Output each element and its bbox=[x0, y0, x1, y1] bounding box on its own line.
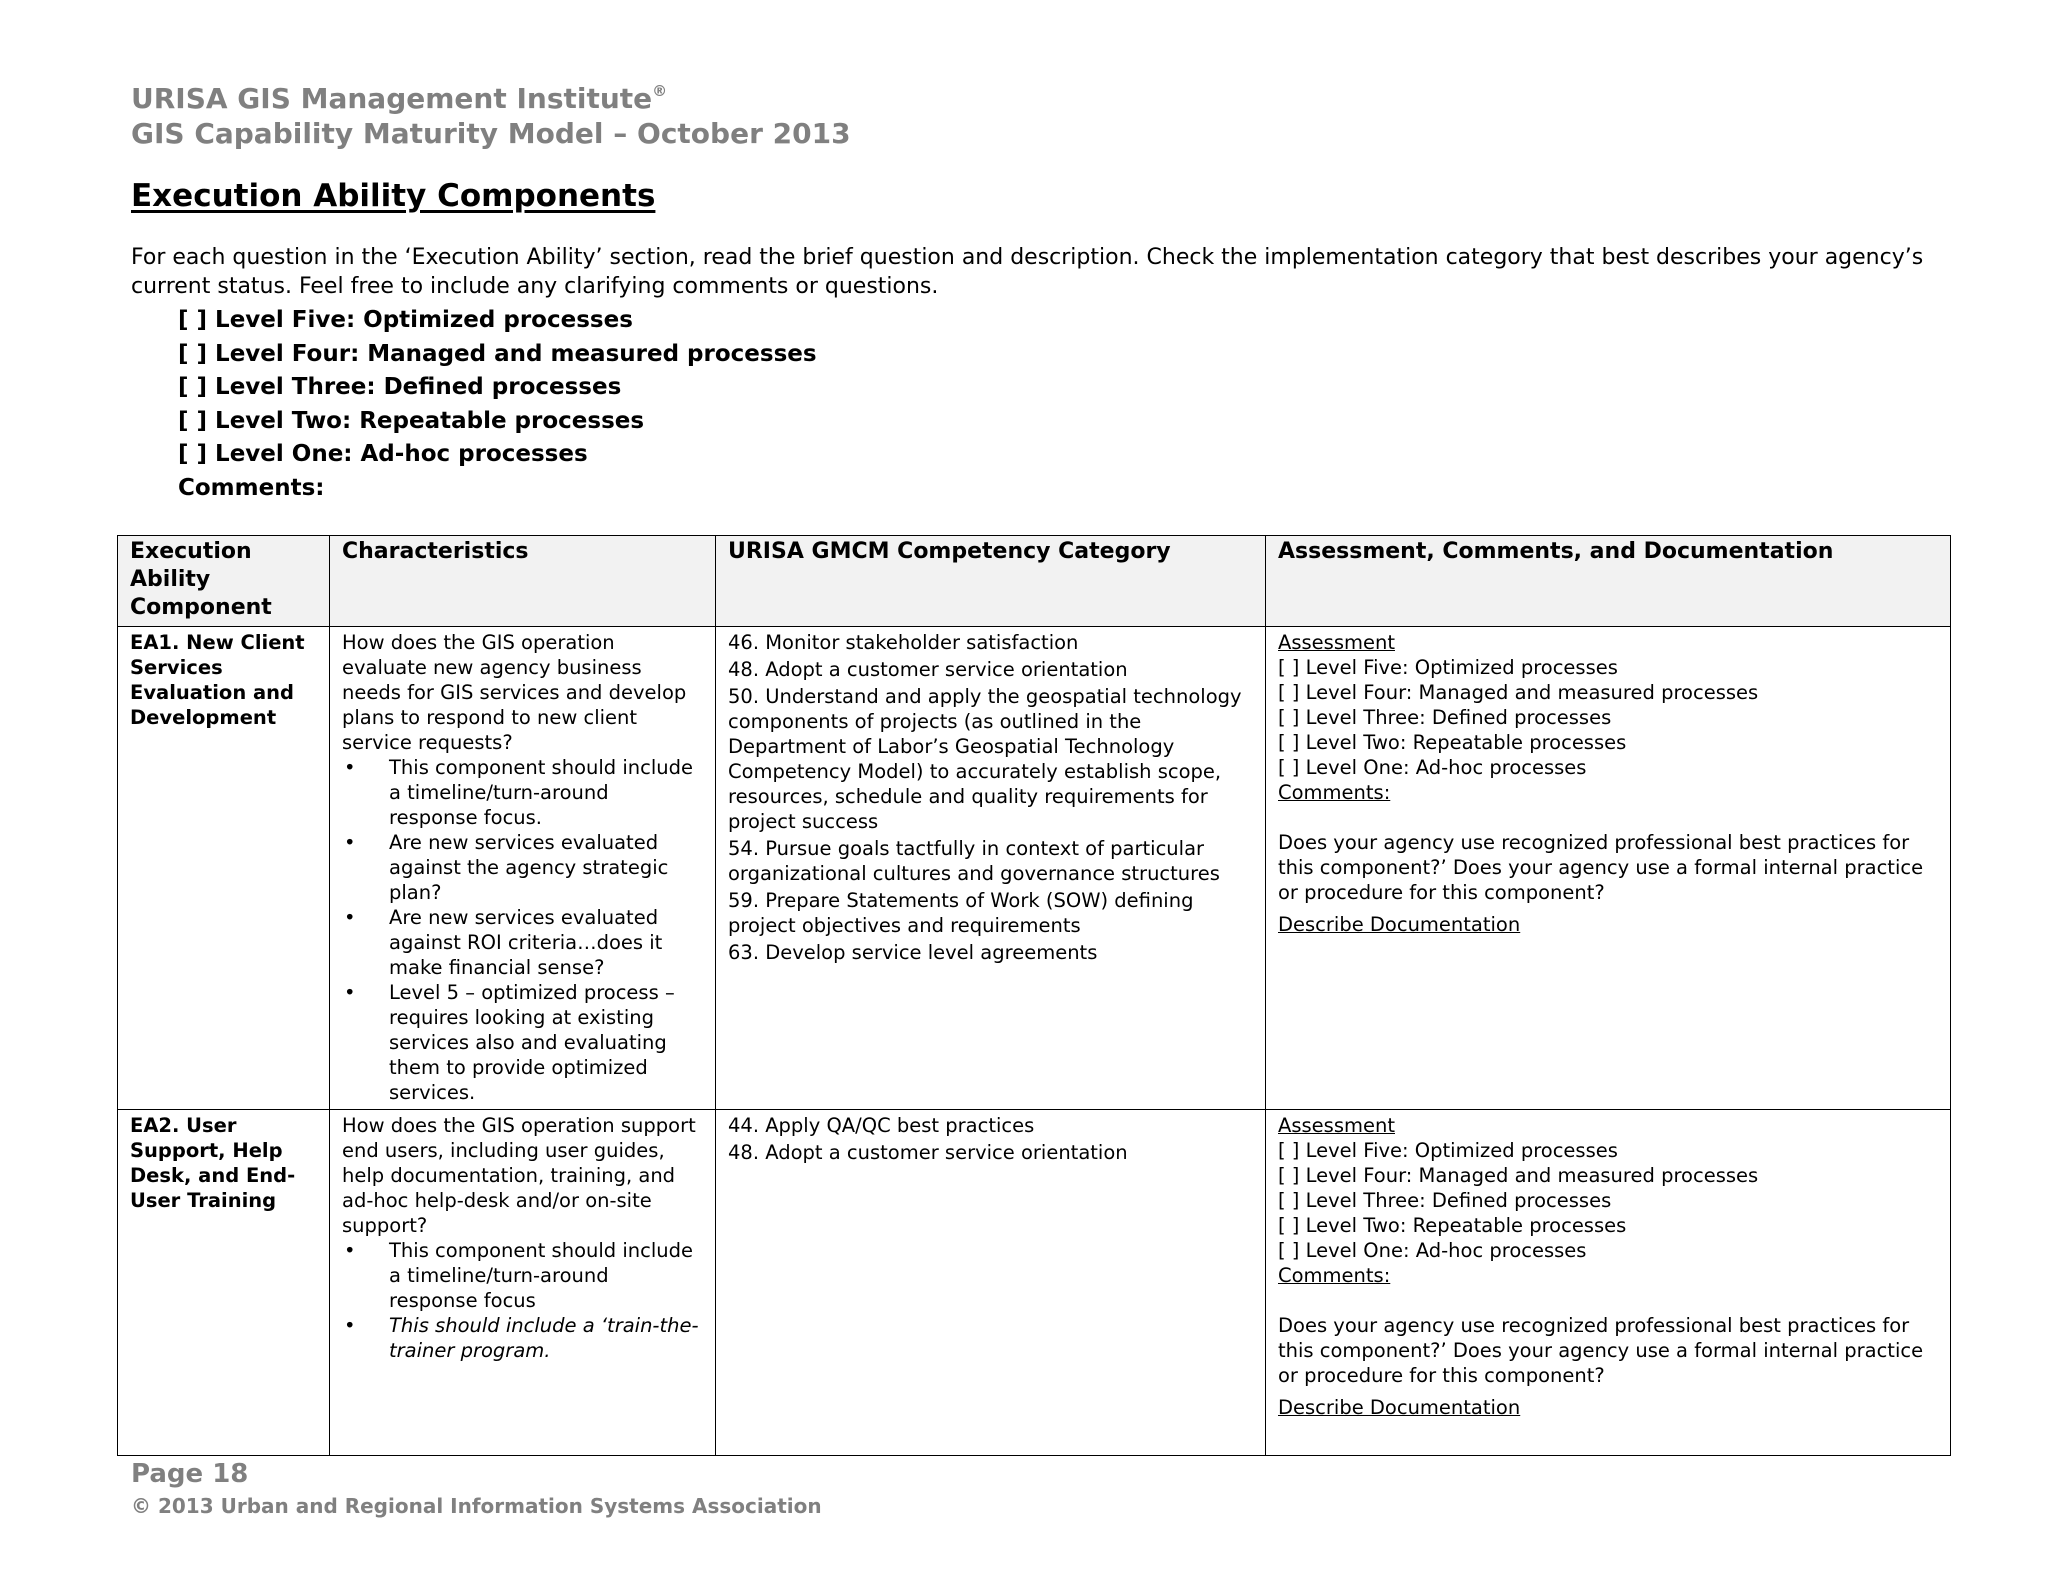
list-item: • This component should include a timeline/turn-around response focus. bbox=[342, 755, 703, 830]
assessment-level-five[interactable]: [ ] Level Five: Optimized processes bbox=[1278, 656, 1618, 679]
comments-label: Comments: bbox=[178, 474, 325, 501]
competency-item: 50. Understand and apply the geospatial technology components of projects (as outlined in the Department of Labor’s Geospatial Technology Competency Model) to accurately establish scope, resources, schedule and quality requirements for project success bbox=[728, 685, 1242, 833]
level-five-option[interactable]: [ ] Level Five: Optimized processes bbox=[178, 307, 633, 333]
assessment-level-five[interactable]: [ ] Level Five: Optimized processes bbox=[1278, 1139, 1618, 1162]
assessment-level-four[interactable]: [ ] Level Four: Managed and measured processes bbox=[1278, 681, 1759, 704]
describe-documentation-link[interactable]: Describe Documentation bbox=[1278, 913, 1521, 936]
assessment-cell bbox=[1266, 1110, 1951, 1456]
table-header-row bbox=[118, 536, 1951, 627]
level-two-option[interactable]: [ ] Level Two: Repeatable processes bbox=[178, 407, 645, 434]
assessment-comments-label: Comments: bbox=[1278, 781, 1391, 804]
list-item: • This component should include a timeline/turn-around response focus bbox=[342, 1238, 703, 1313]
copyright-notice: © 2013 Urban and Regional Information Systems Association bbox=[131, 1494, 822, 1518]
competency-item: 54. Pursue goals tactfully in context of particular organizational cultures and governance structures bbox=[728, 837, 1220, 885]
table-row bbox=[118, 1110, 1951, 1456]
document-header bbox=[131, 74, 851, 151]
level-one-option[interactable]: [ ] Level One: Ad-hoc processes bbox=[178, 441, 588, 467]
page-footer bbox=[131, 1458, 822, 1519]
assessment-cell bbox=[1266, 627, 1951, 1110]
assessment-label: Assessment bbox=[1278, 1114, 1395, 1137]
assessment-label: Assessment bbox=[1278, 631, 1395, 654]
describe-documentation-link[interactable]: Describe Documentation bbox=[1278, 1396, 1521, 1419]
characteristics-question: How does the GIS operation evaluate new agency business needs for GIS services and develop plans to respond to new client service requests? bbox=[342, 631, 687, 754]
characteristics-cell bbox=[330, 1110, 716, 1456]
header-component: Execution Ability Component bbox=[118, 536, 330, 627]
competency-cell bbox=[716, 1110, 1266, 1456]
header-competency: URISA GMCM Competency Category bbox=[716, 536, 1266, 627]
component-cell: EA1. New Client Services Evaluation and Development bbox=[118, 627, 330, 1110]
assessment-level-two[interactable]: [ ] Level Two: Repeatable processes bbox=[1278, 1214, 1627, 1237]
assessment-comments-label: Comments: bbox=[1278, 1264, 1391, 1287]
list-item: • Are new services evaluated against ROI criteria…does it make financial sense? bbox=[342, 905, 703, 980]
header-model-title: GIS Capability Maturity Model – October 2013 bbox=[131, 117, 851, 150]
characteristics-question: How does the GIS operation support end users, including user guides, help documentation, training, and ad-hoc help-desk and/or on-site support? bbox=[342, 1114, 696, 1237]
best-practices-question: Does your agency use recognized professional best practices for this component?’ Does your agency use a formal internal practice or procedure for this component? bbox=[1278, 1314, 1924, 1387]
level-four-option[interactable]: [ ] Level Four: Managed and measured processes bbox=[178, 340, 817, 367]
list-item: • Level 5 – optimized process – requires looking at existing services also and evaluating them to provide optimized services. bbox=[342, 980, 703, 1105]
list-item: • Are new services evaluated against the agency strategic plan? bbox=[342, 830, 703, 905]
header-characteristics: Characteristics bbox=[330, 536, 716, 627]
competency-item: 44. Apply QA/QC best practices bbox=[728, 1114, 1035, 1137]
assessment-level-three[interactable]: [ ] Level Three: Defined processes bbox=[1278, 1189, 1612, 1212]
table-row bbox=[118, 627, 1951, 1110]
assessment-level-three[interactable]: [ ] Level Three: Defined processes bbox=[1278, 706, 1612, 729]
header-assessment: Assessment, Comments, and Documentation bbox=[1266, 536, 1951, 627]
section-title: Execution Ability Components bbox=[131, 178, 656, 214]
assessment-level-one[interactable]: [ ] Level One: Ad-hoc processes bbox=[1278, 756, 1587, 779]
assessment-level-four[interactable]: [ ] Level Four: Managed and measured processes bbox=[1278, 1164, 1759, 1187]
competency-item: 63. Develop service level agreements bbox=[728, 941, 1098, 964]
characteristics-bullets bbox=[342, 1238, 703, 1363]
assessment-level-one[interactable]: [ ] Level One: Ad-hoc processes bbox=[1278, 1239, 1587, 1262]
competency-item: 48. Adopt a customer service orientation bbox=[728, 1141, 1128, 1164]
component-cell: EA2. User Support, Help Desk, and End-User Training bbox=[118, 1110, 330, 1456]
header-institute: URISA GIS Management Institute® bbox=[131, 82, 668, 115]
characteristics-bullets bbox=[342, 755, 703, 1105]
execution-ability-table bbox=[117, 535, 1951, 1456]
maturity-levels-list bbox=[178, 304, 817, 505]
registered-mark: ® bbox=[652, 82, 668, 100]
assessment-level-two[interactable]: [ ] Level Two: Repeatable processes bbox=[1278, 731, 1627, 754]
level-three-option[interactable]: [ ] Level Three: Defined processes bbox=[178, 374, 622, 400]
characteristics-cell bbox=[330, 627, 716, 1110]
competency-item: 46. Monitor stakeholder satisfaction bbox=[728, 631, 1079, 654]
competency-cell bbox=[716, 627, 1266, 1110]
competency-item: 59. Prepare Statements of Work (SOW) defining project objectives and requirements bbox=[728, 889, 1194, 937]
list-item: • This should include a ‘train-the-trainer program. bbox=[342, 1313, 703, 1363]
page-number: Page 18 bbox=[131, 1459, 249, 1489]
best-practices-question: Does your agency use recognized professional best practices for this component?’ Does your agency use a formal internal practice or procedure for this component? bbox=[1278, 831, 1924, 904]
competency-item: 48. Adopt a customer service orientation bbox=[728, 658, 1128, 681]
intro-text: For each question in the ‘Execution Ability’ section, read the brief question and description. Check the implementation category that best describes your agency’s current status. Feel free to include any clarifying comments or questions. bbox=[131, 245, 1924, 299]
